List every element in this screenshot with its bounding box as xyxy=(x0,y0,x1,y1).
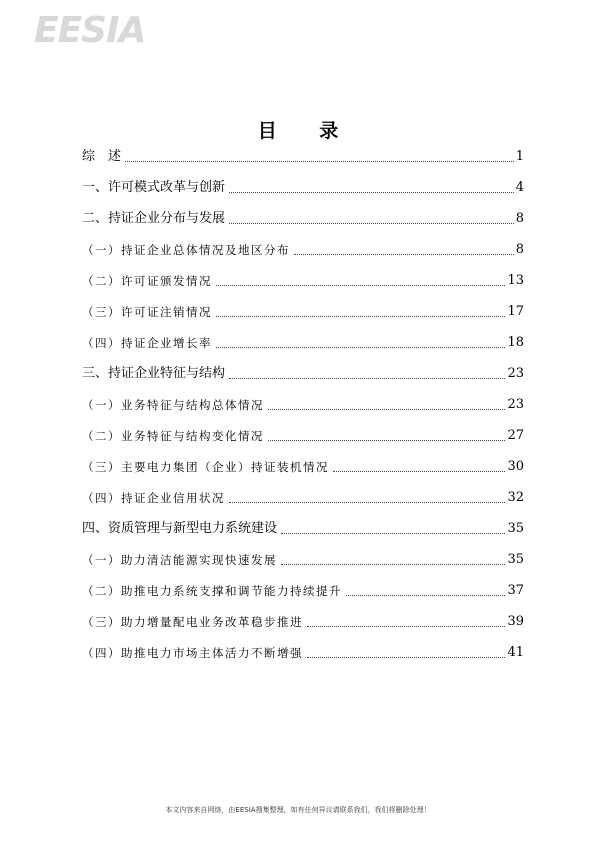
toc-entry[interactable] xyxy=(82,149,524,165)
toc-entry-label: （三）许可证注销情况 xyxy=(82,305,212,319)
toc-leader xyxy=(268,397,505,410)
toc-leader xyxy=(281,552,505,565)
toc-entry-label: 四、资质管理与新型电力系统建设 xyxy=(82,521,278,536)
toc-entry-page: 13 xyxy=(507,273,524,288)
toc-entry-page: 37 xyxy=(507,583,524,598)
toc-entry-label: （四）持证企业增长率 xyxy=(82,336,212,350)
toc-leader xyxy=(307,614,505,627)
toc-leader xyxy=(216,304,505,317)
toc-entry[interactable] xyxy=(82,614,524,630)
toc-entry-page: 39 xyxy=(507,614,524,629)
toc-leader xyxy=(268,428,505,441)
toc-entry[interactable] xyxy=(82,521,524,537)
toc-entry-page: 23 xyxy=(507,397,524,412)
page-title: 目 录 xyxy=(257,120,357,142)
toc-entry[interactable] xyxy=(82,366,524,382)
toc-leader xyxy=(346,583,505,596)
toc-leader xyxy=(229,211,514,224)
toc-entry-label: （四）持证企业信用状况 xyxy=(82,491,225,505)
toc-entry-label: （二）许可证颁发情况 xyxy=(82,274,212,288)
toc-entry-label: （四）助推电力市场主体活力不断增强 xyxy=(82,646,303,660)
toc-entry-page: 18 xyxy=(507,335,524,350)
toc-entry[interactable] xyxy=(82,211,524,227)
toc-entry[interactable] xyxy=(82,242,524,258)
toc-entry-page: 23 xyxy=(507,366,524,381)
eesia-logo: EESIA xyxy=(34,10,146,51)
toc-entry-label: 综 述 xyxy=(82,149,122,164)
toc-entry[interactable] xyxy=(82,335,524,351)
toc-entry-label: （一）助力清洁能源实现快速发展 xyxy=(82,553,277,567)
toc-entry-label: （二）业务特征与结构变化情况 xyxy=(82,429,264,443)
toc-leader xyxy=(333,459,505,472)
toc-entry-page: 4 xyxy=(515,180,524,195)
toc-leader xyxy=(229,490,505,503)
toc-entry[interactable] xyxy=(82,552,524,568)
toc-entry[interactable] xyxy=(82,304,524,320)
toc-entry-label: 一、许可模式改革与创新 xyxy=(82,180,226,195)
toc-entry-label: （二）助推电力系统支撑和调节能力持续提升 xyxy=(82,584,342,598)
toc-entry[interactable] xyxy=(82,645,524,661)
toc-leader xyxy=(229,180,514,193)
toc-entry-label: 三、持证企业特征与结构 xyxy=(82,366,226,381)
toc-entry-page: 32 xyxy=(507,490,524,505)
toc-entry-page: 1 xyxy=(515,149,524,164)
toc-entry-page: 35 xyxy=(507,521,524,536)
toc-leader xyxy=(125,149,514,162)
toc-entry-page: 27 xyxy=(507,428,524,443)
toc-leader xyxy=(294,242,514,255)
toc-entry[interactable] xyxy=(82,180,524,196)
toc-entry[interactable] xyxy=(82,273,524,289)
toc-entry[interactable] xyxy=(82,490,524,506)
toc-entry-label: （一）持证企业总体情况及地区分布 xyxy=(82,243,290,257)
toc-entry[interactable] xyxy=(82,583,524,599)
toc-entry-label: （三）助力增量配电业务改革稳步推进 xyxy=(82,615,303,629)
toc-entry[interactable] xyxy=(82,397,524,413)
toc-entry-page: 17 xyxy=(507,304,524,319)
toc-entry-page: 30 xyxy=(507,459,524,474)
toc-leader xyxy=(229,366,505,379)
toc-leader xyxy=(307,645,505,658)
toc-leader xyxy=(281,521,505,534)
toc-entry-label: 二、持证企业分布与发展 xyxy=(82,211,226,226)
toc-entry-label: （三）主要电力集团（企业）持证装机情况 xyxy=(82,460,329,474)
toc-entry-page: 8 xyxy=(515,242,524,257)
toc-entry-page: 41 xyxy=(507,645,524,660)
toc-entry-page: 35 xyxy=(507,552,524,567)
toc-entry-label: （一）业务特征与结构总体情况 xyxy=(82,398,264,412)
toc-entry[interactable] xyxy=(82,428,524,444)
toc-leader xyxy=(216,335,505,348)
toc-entry[interactable] xyxy=(82,459,524,475)
toc-entry-page: 8 xyxy=(515,211,524,226)
footer-disclaimer: 本文内容来自网络，由EESIA搜集整理，如有任何异议请联系我们，我们将删除处理！ xyxy=(165,806,431,814)
toc-leader xyxy=(216,273,505,286)
